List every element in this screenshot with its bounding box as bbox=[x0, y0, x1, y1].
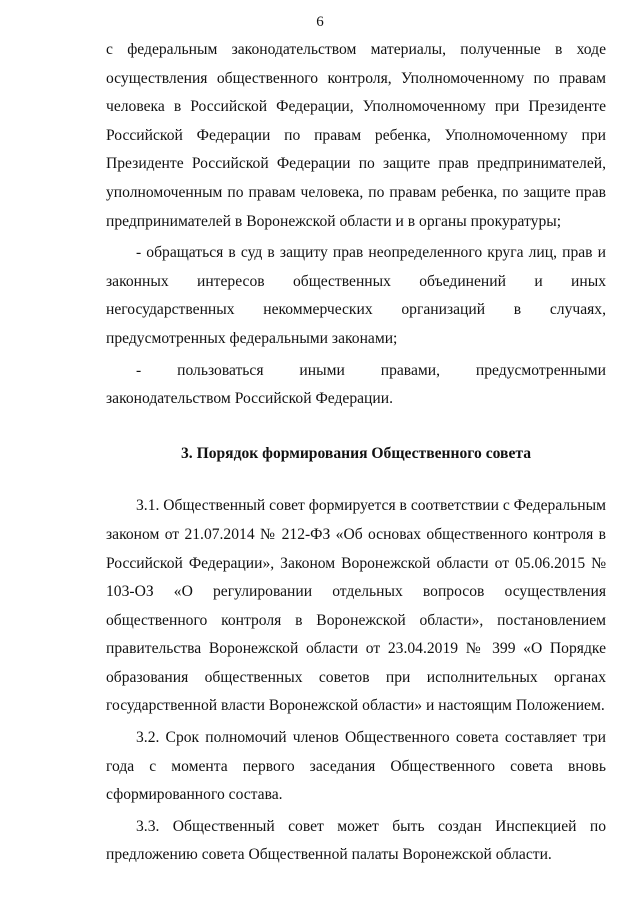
section-heading: 3. Порядок формирования Общественного совета bbox=[180, 444, 532, 462]
page-number: 6 bbox=[316, 14, 324, 30]
paragraph-continuation: с федеральным законодательством материалы, полученные в ходе осуществления общественного контроля, Уполномоченному по правам человека в Российской Федерации, Уполномоченному при Президенте Российской Федерации по правам ребенка, Уполномоченному при Президенте Российской Федерации по защите прав предпринимателей, уполномоченным по правам человека, по правам ребенка, по защите прав предпринимателей в Воронежской области и в органы прокуратуры; bbox=[106, 41, 606, 230]
paragraph-list-item-other-rights: - пользоваться иными правами, предусмотренными законодательством Российской Федерации. bbox=[106, 361, 606, 408]
paragraph-3-1: 3.1. Общественный совет формируется в соответствии с Федеральным законом от 21.07.2014 № 212-ФЗ «Об основах общественного контроля в Российской Федерации», Законом Воронежской области от 05.06.2015 № 103-ОЗ «О регулировании отдельных вопросов осуществления общественного контроля в Воронежской области», постановлением правительства Воронежской области от 23.04.2019 № 399 «О Порядке образования общественных советов при исполнительных органах государственной власти Воронежской области» и настоящим Положением. bbox=[106, 497, 606, 715]
document-body bbox=[106, 36, 606, 870]
paragraph-list-item-court: - обращаться в суд в защиту прав неопределенного круга лиц, прав и законных интересов общественных объединений и иных негосударственных некоммерческих организаций в случаях, предусмотренных федеральными законами; bbox=[106, 244, 606, 347]
paragraph-3-3: 3.3. Общественный совет может быть создан Инспекцией по предложению совета Общественной палаты Воронежской области. bbox=[106, 817, 606, 864]
paragraph-3-2: 3.2. Срок полномочий членов Общественного совета составляет три года с момента первого заседания Общественного совета вновь сформированного состава. bbox=[106, 729, 606, 804]
